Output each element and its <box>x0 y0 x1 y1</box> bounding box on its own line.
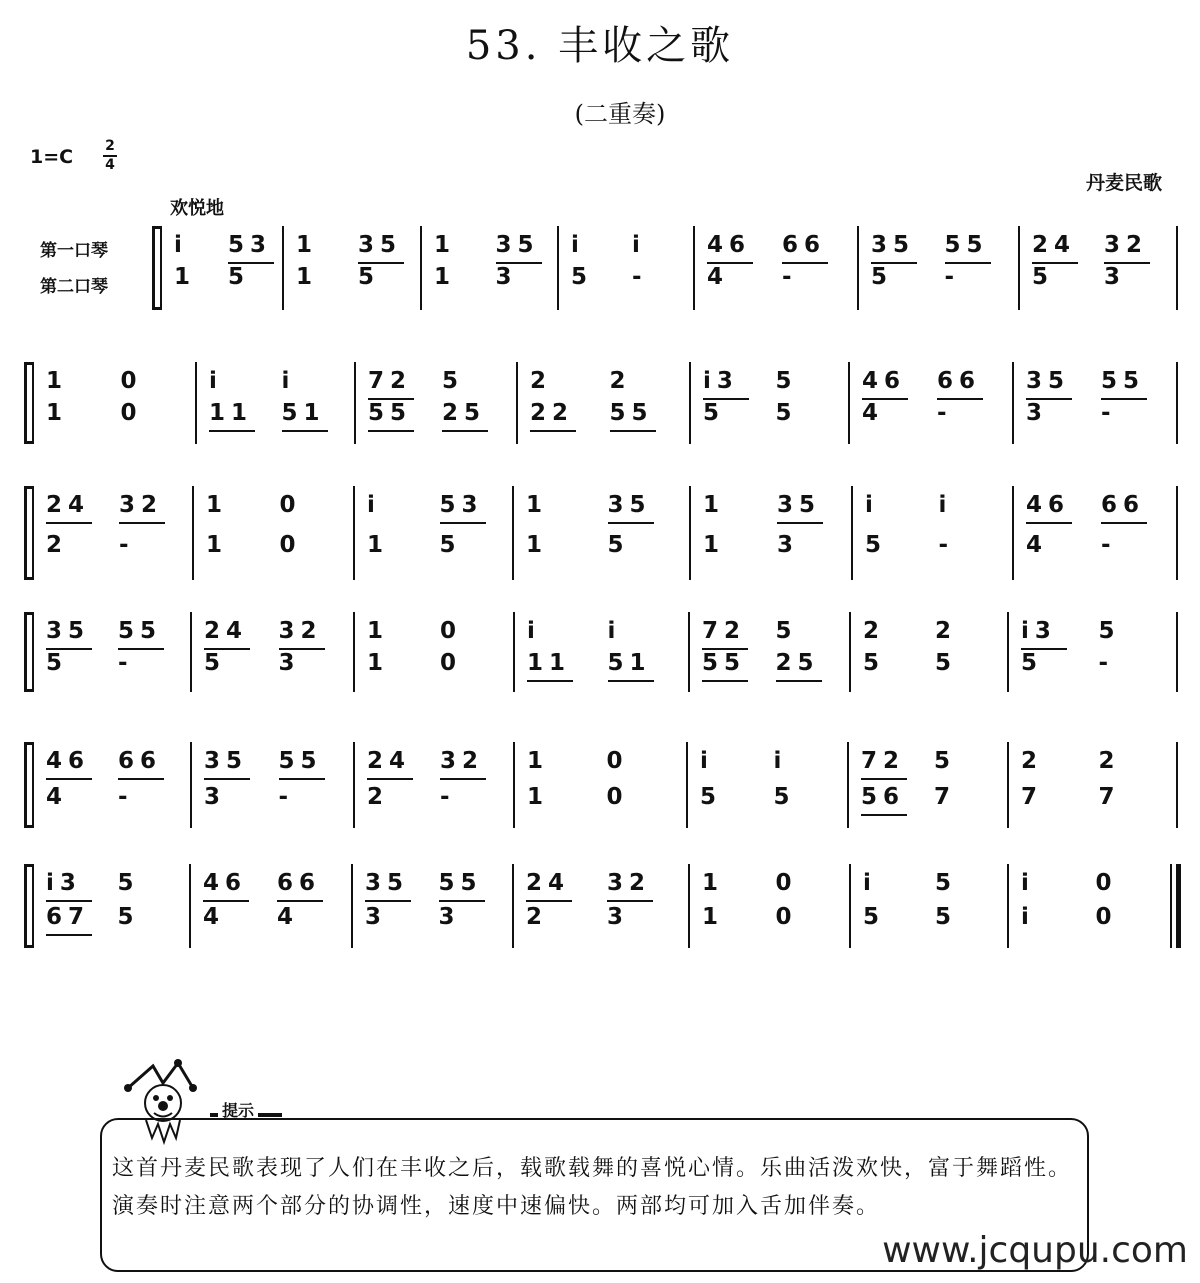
note-group: 4 <box>1026 532 1049 558</box>
beam-underline <box>209 430 255 432</box>
note-group: 3 <box>204 784 227 810</box>
voice-label-1: 第一口琴 <box>40 241 108 261</box>
note-group: 35 <box>1026 368 1071 394</box>
barline <box>282 226 284 310</box>
note-group: 66 <box>118 748 163 774</box>
beam-underline <box>46 778 92 780</box>
note-group: 55 <box>368 400 413 426</box>
note-group: 55 <box>944 232 989 258</box>
barline <box>688 612 690 692</box>
barline <box>192 486 194 580</box>
note-group: 1 <box>703 532 726 558</box>
time-signature <box>100 138 120 174</box>
note-group: - <box>119 532 135 558</box>
note-group: 0 <box>1095 870 1118 896</box>
note-group: 46 <box>1026 492 1071 518</box>
beam-underline <box>607 900 653 902</box>
note-group: 53 <box>439 492 484 518</box>
note-group: 0 <box>279 492 302 518</box>
note-group: 7 <box>1098 784 1121 810</box>
note-group: 4 <box>203 904 226 930</box>
note-group: i <box>281 368 296 394</box>
note-group: 0 <box>440 650 463 676</box>
note-group: i3 <box>46 870 82 896</box>
note-group: - <box>782 264 798 290</box>
barline <box>1176 226 1178 310</box>
note-group: i3 <box>703 368 739 394</box>
note-group: 55 <box>278 748 323 774</box>
note-group: 5 <box>571 264 594 290</box>
note-group: 46 <box>46 748 91 774</box>
beam-underline <box>861 778 907 780</box>
note-group: 5 <box>775 400 798 426</box>
note-group: - <box>1101 400 1117 426</box>
note-group: 1 <box>174 264 197 290</box>
system-bracket-cap <box>24 612 32 615</box>
beam-underline <box>118 778 164 780</box>
beam-underline <box>702 680 748 682</box>
system-bracket-cap <box>24 945 32 948</box>
note-group: 1 <box>434 264 457 290</box>
beam-underline <box>777 522 823 524</box>
note-group: 2 <box>1098 748 1121 774</box>
note-group: 32 <box>607 870 652 896</box>
note-group: 4 <box>707 264 730 290</box>
note-group: 46 <box>203 870 248 896</box>
note-group: - <box>118 784 134 810</box>
note-group: 3 <box>438 904 461 930</box>
barline <box>1012 362 1014 444</box>
beam-underline <box>610 430 656 432</box>
note-group: 35 <box>204 748 249 774</box>
note-group: 35 <box>365 870 410 896</box>
note-group: - <box>118 650 134 676</box>
beam-underline <box>608 680 654 682</box>
system-bracket <box>24 486 27 580</box>
note-group: 5 <box>935 870 958 896</box>
note-group: 1 <box>702 870 725 896</box>
barline <box>32 742 34 828</box>
barline <box>512 864 514 948</box>
beam-underline <box>861 814 907 816</box>
note-group: 25 <box>442 400 487 426</box>
barline <box>1007 742 1009 828</box>
note-group: 1 <box>367 618 390 644</box>
note-group: 67 <box>46 904 91 930</box>
subtitle: (二重奏) <box>574 100 666 128</box>
note-group: i <box>209 368 223 394</box>
note-group: 5 <box>358 264 381 290</box>
note-group: 5 <box>935 904 958 930</box>
beam-underline <box>119 522 165 524</box>
system-bracket-cap <box>152 307 160 310</box>
note-group: 3 <box>495 264 518 290</box>
note-group: i <box>700 748 714 774</box>
note-group: 0 <box>775 904 798 930</box>
note-group: 5 <box>228 264 251 290</box>
note-group: 5 <box>775 618 798 644</box>
note-group: 25 <box>775 650 820 676</box>
note-group: 0 <box>1095 904 1118 930</box>
note-group: 51 <box>607 650 652 676</box>
note-group: 5 <box>775 368 798 394</box>
note-group: 24 <box>526 870 571 896</box>
note-group: - <box>278 784 295 810</box>
note-group: 3 <box>278 650 301 676</box>
note-group: 46 <box>707 232 752 258</box>
note-group: 2 <box>530 368 553 394</box>
note-group: i <box>1021 870 1035 896</box>
beam-underline <box>442 430 488 432</box>
barline <box>1176 486 1178 580</box>
note-group: 5 <box>1032 264 1055 290</box>
barline <box>1176 742 1178 828</box>
beam-underline <box>368 430 414 432</box>
system-bracket-cap <box>24 689 32 692</box>
note-group: 5 <box>935 650 958 676</box>
beam-underline <box>526 900 572 902</box>
note-group: 55 <box>1101 368 1146 394</box>
note-group: i <box>1021 904 1035 930</box>
system-bracket-cap <box>24 362 32 365</box>
note-group: i <box>773 748 788 774</box>
note-group: 56 <box>861 784 906 810</box>
note-group: 2 <box>526 904 549 930</box>
note-group: 0 <box>606 748 629 774</box>
note-group: 32 <box>119 492 164 518</box>
note-group: 5 <box>607 532 630 558</box>
note-group: 35 <box>777 492 822 518</box>
system-bracket <box>24 864 27 948</box>
note-group: 2 <box>609 368 632 394</box>
note-group: 55 <box>702 650 747 676</box>
note-group: - <box>944 264 961 290</box>
system-bracket-cap <box>24 742 32 745</box>
barline <box>420 226 422 310</box>
time-signature-top: 2 <box>105 138 115 154</box>
beam-underline <box>46 900 92 902</box>
note-group: 5 <box>863 904 886 930</box>
note-group: 5 <box>865 532 888 558</box>
system-bracket-cap <box>24 441 32 444</box>
note-group: 11 <box>527 650 572 676</box>
composer: 丹麦民歌 <box>1085 172 1162 194</box>
barline <box>353 612 355 692</box>
note-group: 5 <box>703 400 726 426</box>
note-group: 32 <box>278 618 323 644</box>
note-group: 51 <box>281 400 326 426</box>
beam-underline <box>365 900 411 902</box>
note-group: 66 <box>782 232 827 258</box>
barline <box>353 486 355 580</box>
note-group: 3 <box>365 904 388 930</box>
note-group: 1 <box>46 368 69 394</box>
note-group: 24 <box>1032 232 1077 258</box>
note-group: i3 <box>1021 618 1057 644</box>
beam-underline <box>776 680 822 682</box>
page-title: 53. 丰收之歌 <box>465 23 735 69</box>
beam-underline <box>203 900 249 902</box>
note-group: 5 <box>117 870 140 896</box>
note-group: 1 <box>702 904 725 930</box>
system-bracket <box>24 612 27 692</box>
barline <box>1007 864 1009 948</box>
note-group: 4 <box>46 784 69 810</box>
note-group: 2 <box>863 618 886 644</box>
beam-underline <box>1101 522 1147 524</box>
note-group: 5 <box>439 532 462 558</box>
note-group: - <box>440 784 456 810</box>
note-group: 1 <box>527 784 550 810</box>
note-group: 3 <box>1026 400 1049 426</box>
note-group: 1 <box>206 492 229 518</box>
note-group: 5 <box>442 368 465 394</box>
barline <box>686 742 688 828</box>
barline <box>688 864 690 948</box>
watermark: www.jcqupu.com <box>882 1230 1188 1271</box>
note-group: 5 <box>773 784 796 810</box>
note-group: 5 <box>934 748 957 774</box>
note-group: 2 <box>1021 748 1044 774</box>
system-bracket <box>152 226 155 310</box>
note-group: 5 <box>46 650 69 676</box>
note-group: 53 <box>228 232 273 258</box>
key-signature: 1=C <box>30 146 74 168</box>
note-group: 1 <box>206 532 229 558</box>
note-group: 3 <box>1104 264 1127 290</box>
beam-underline <box>46 522 92 524</box>
note-group: 7 <box>934 784 957 810</box>
beam-underline <box>608 522 654 524</box>
note-group: 35 <box>358 232 403 258</box>
barline <box>32 362 34 444</box>
note-group: 2 <box>935 618 958 644</box>
barline <box>693 226 695 310</box>
barline <box>190 612 192 692</box>
note-group: 5 <box>204 650 227 676</box>
note-group: 55 <box>609 400 654 426</box>
note-group: 5 <box>871 264 894 290</box>
system-bracket-cap <box>152 226 160 229</box>
system-bracket-cap <box>24 825 32 828</box>
beam-underline <box>367 778 413 780</box>
barline <box>1176 612 1178 692</box>
barline <box>689 486 691 580</box>
note-group: 2 <box>46 532 69 558</box>
note-group: 66 <box>277 870 322 896</box>
beam-underline <box>440 522 486 524</box>
note-group: 1 <box>527 748 550 774</box>
barline <box>190 742 192 828</box>
note-group: 5 <box>1098 618 1121 644</box>
note-group: 55 <box>438 870 483 896</box>
note-group: 72 <box>861 748 906 774</box>
barline <box>513 612 515 692</box>
note-group: 0 <box>606 784 629 810</box>
system-bracket-cap <box>24 577 32 580</box>
note-group: 3 <box>607 904 630 930</box>
note-group: 72 <box>368 368 413 394</box>
note-group: - <box>1098 650 1115 676</box>
beam-underline <box>46 934 92 936</box>
note-group: 1 <box>296 232 319 258</box>
note-group: 0 <box>775 870 798 896</box>
note-group: 7 <box>1021 784 1044 810</box>
note-group: 5 <box>863 650 886 676</box>
note-group: 1 <box>703 492 726 518</box>
beam-underline <box>439 900 485 902</box>
note-group: 35 <box>495 232 540 258</box>
note-group: 1 <box>296 264 319 290</box>
note-group: i <box>174 232 188 258</box>
system-bracket-cap <box>24 486 32 489</box>
note-group: 0 <box>279 532 302 558</box>
note-group: 0 <box>120 400 143 426</box>
note-group: 46 <box>862 368 907 394</box>
system-bracket-cap <box>24 864 32 867</box>
note-group: 55 <box>118 618 163 644</box>
note-group: i <box>863 870 877 896</box>
barline <box>189 864 191 948</box>
note-group: 35 <box>607 492 652 518</box>
note-group: 1 <box>434 232 457 258</box>
barline <box>851 486 853 580</box>
barline <box>689 362 691 444</box>
beam-underline <box>1026 522 1072 524</box>
note-group: 0 <box>120 368 143 394</box>
note-group: 1 <box>367 650 390 676</box>
note-group: 35 <box>871 232 916 258</box>
barline <box>1007 612 1009 692</box>
barline <box>849 612 851 692</box>
barline <box>32 486 34 580</box>
note-group: 4 <box>862 400 885 426</box>
note-group: 66 <box>1101 492 1146 518</box>
barline <box>195 362 197 444</box>
barline <box>1012 486 1014 580</box>
note-group: 2 <box>367 784 390 810</box>
note-group: 1 <box>526 532 549 558</box>
note-group: i <box>527 618 541 644</box>
note-group: - <box>938 532 955 558</box>
barline <box>516 362 518 444</box>
note-group: 24 <box>46 492 91 518</box>
barline <box>857 226 859 310</box>
note-group: - <box>1101 532 1117 558</box>
barline <box>1018 226 1020 310</box>
tempo-marking: 欢悦地 <box>170 198 224 219</box>
barline <box>32 864 34 948</box>
note-group: 4 <box>277 904 300 930</box>
note-group: i <box>367 492 381 518</box>
barline <box>848 362 850 444</box>
note-group: 35 <box>46 618 91 644</box>
voice-label-2: 第二口琴 <box>40 277 108 297</box>
beam-underline <box>530 430 576 432</box>
note-group: 1 <box>526 492 549 518</box>
note-group: 66 <box>937 368 982 394</box>
final-barline <box>1176 864 1181 948</box>
beam-underline <box>204 778 250 780</box>
note-group: 72 <box>702 618 747 644</box>
note-group: 1 <box>46 400 69 426</box>
system-bracket <box>24 742 27 828</box>
barline <box>32 612 34 692</box>
barline <box>847 742 849 828</box>
beam-underline <box>440 778 486 780</box>
barline <box>557 226 559 310</box>
note-group: i <box>607 618 622 644</box>
note-group: - <box>937 400 953 426</box>
tip-label: 提示 <box>218 1098 258 1121</box>
beam-underline <box>277 900 323 902</box>
note-group: 5 <box>117 904 140 930</box>
note-group: 1 <box>367 532 390 558</box>
system-bracket <box>24 362 27 444</box>
barline <box>1176 362 1178 444</box>
note-group: i <box>632 232 646 258</box>
note-group: 32 <box>1104 232 1149 258</box>
tip-text: 这首丹麦民歌表现了人们在丰收之后，载歌载舞的喜悦心情。乐曲活泼欢快，富于舞蹈性。演奏时注意两个部分的协调性，速度中速偏快。两部均可加入舌加伴奏。 <box>112 1156 1073 1219</box>
note-group: 24 <box>367 748 412 774</box>
barline <box>353 742 355 828</box>
barline <box>849 864 851 948</box>
note-group: - <box>632 264 648 290</box>
barline <box>513 742 515 828</box>
time-signature-bottom: 4 <box>105 157 115 173</box>
note-group: i <box>865 492 879 518</box>
note-group: 0 <box>440 618 463 644</box>
note-group: 11 <box>209 400 254 426</box>
note-group: 5 <box>1021 650 1044 676</box>
beam-underline <box>282 430 328 432</box>
barline <box>512 486 514 580</box>
note-group: 24 <box>204 618 249 644</box>
note-group: i <box>938 492 953 518</box>
note-group: 5 <box>700 784 723 810</box>
barline <box>354 362 356 444</box>
note-group: 3 <box>777 532 800 558</box>
beam-underline <box>527 680 573 682</box>
note-group: 22 <box>530 400 575 426</box>
barline <box>351 864 353 948</box>
beam-underline <box>279 778 325 780</box>
note-group: 32 <box>440 748 485 774</box>
note-group: i <box>571 232 585 258</box>
barline <box>1170 864 1172 948</box>
barline <box>160 226 162 310</box>
